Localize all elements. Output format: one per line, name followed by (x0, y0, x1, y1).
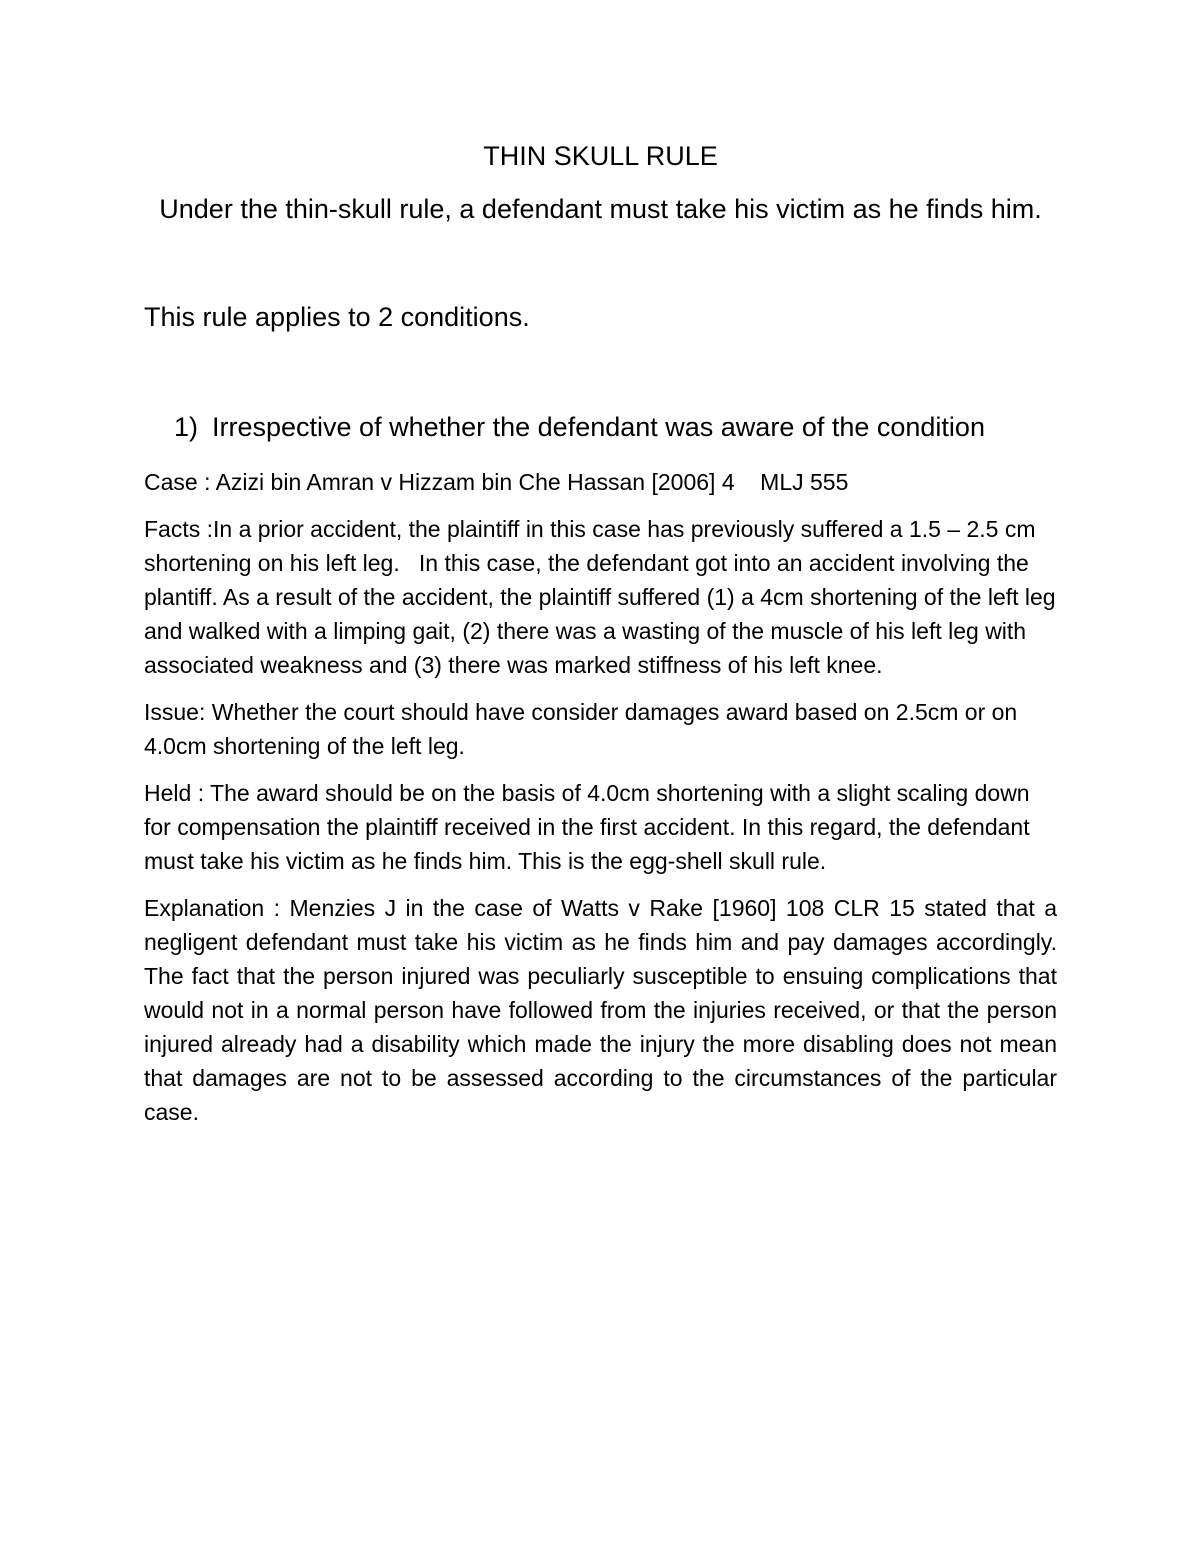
case-explanation: Explanation : Menzies J in the case of Watts v Rake [1960] 108 CLR 15 stated that a negligent defendant must take his victim as he finds him and pay damages accordingly. The fact that the person injured was peculiarly susceptible to ensuing complications that would not in a normal person have followed from the injuries received, or that the person injured already had a disability which made the injury the more disabling does not mean that damages are not to be assessed according to the circumstances of the particular case. (144, 895, 1057, 1126)
document-title: THIN SKULL RULE (483, 141, 718, 171)
case-citation: Case : Azizi bin Amran v Hizzam bin Che Hassan [2006] 4 MLJ 555 (144, 469, 849, 496)
rule-intro: This rule applies to 2 conditions. (144, 302, 530, 333)
case-issue: Issue: Whether the court should have consider damages award based on 2.5cm or on 4.0cm shortening of the left leg. (144, 699, 1018, 760)
condition-number: 1) (174, 412, 199, 443)
case-facts: Facts :In a prior accident, the plaintiff in this case has previously suffered a 1.5 – 2.5 cm shortening on his left leg. In this case, the defendant got into an accident involving the plantiff. As a result of the accident, the plaintiff suffered (1) a 4cm shortening of the left leg and walked with a limping gait, (2) there was a wasting of the muscle of his left leg with associated weakness and (3) there was marked stiffness of his left knee. (144, 516, 1062, 679)
condition-text: Irrespective of whether the defendant was aware of the condition (212, 412, 985, 443)
case-held: Held : The award should be on the basis of 4.0cm shortening with a slight scaling down for compensation the plaintiff received in the first accident. In this regard, the defendant must take his victim as he finds him. This is the egg-shell skull rule. (144, 780, 1030, 875)
rule-definition: Under the thin-skull rule, a defendant must take his victim as he finds him. (159, 194, 1042, 225)
document-page (144, 140, 1062, 1129)
condition-item (144, 407, 1057, 447)
